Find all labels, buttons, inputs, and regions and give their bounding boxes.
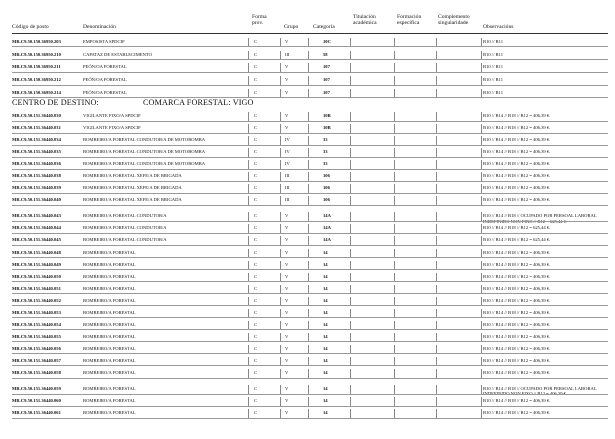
cell-grupo: V	[285, 285, 289, 291]
cell-denominacion: PEÓN/OA FORESTAL	[83, 77, 127, 83]
table-row	[0, 34, 615, 47]
cell-observacions: B10 // B14 // B18 // B12 = 625,44 €.	[483, 225, 551, 231]
cell-code: MR.C9.50.150.36950.210	[12, 51, 61, 57]
cell-categoria: 107	[323, 77, 330, 83]
cell-denominacion: CAPATAZ DE ESTABLECIMENTO	[83, 51, 152, 57]
cell-code: MR.C9.50.151.36440.056	[12, 345, 61, 351]
cell-denominacion: PEÓN/OA FORESTAL	[83, 64, 127, 70]
cell-forma: C	[254, 370, 258, 376]
cell-grupo: IV	[285, 137, 290, 143]
cell-grupo: V	[285, 213, 289, 219]
cell-observacions: B10 // B14 // B18 // B12 = 406,39 €.	[483, 410, 551, 416]
cell-forma: C	[254, 64, 258, 70]
cell-grupo: V	[285, 321, 289, 327]
cell-code: MR.C9.50.151.36440.039	[12, 185, 61, 191]
cell-observacions: B10 // B14 // B18 // B12 = 406,39 €.	[483, 309, 551, 315]
cell-grupo: V	[285, 297, 289, 303]
cell-denominacion: BOMBEIRO/A FORESTAL	[83, 386, 136, 392]
cell-categoria: 14	[323, 297, 328, 303]
cell-code: MR.C9.50.151.36440.043	[12, 213, 61, 219]
cell-forma: C	[254, 357, 258, 363]
cell-code: MR.C9.50.151.36440.051	[12, 285, 61, 291]
table-row	[0, 145, 615, 157]
cell-observacions: B10 // B14 // B18 // B12 = 406,39 €.	[483, 185, 551, 191]
cell-grupo: V	[285, 345, 289, 351]
cell-forma: C	[254, 261, 258, 267]
cell-grupo: V	[285, 386, 289, 392]
cell-code: MR.C9.50.151.36440.060	[12, 398, 61, 404]
table-row	[0, 181, 615, 193]
cell-forma: C	[254, 137, 258, 143]
cell-grupo: V	[285, 64, 289, 70]
cell-observacions: B10 // B11	[483, 51, 503, 57]
table-row	[0, 72, 615, 85]
cell-forma: C	[254, 225, 258, 231]
cell-code: MR.C9.50.151.36440.044	[12, 225, 61, 231]
cell-forma: C	[254, 149, 258, 155]
header-categoria: Categoría	[313, 24, 335, 30]
cell-forma: C	[254, 113, 258, 119]
cell-observacions: B10 // B14 // B18 // B12 = 406,39 €.	[483, 197, 551, 203]
header-codigo: Código de posto	[12, 24, 49, 30]
cell-grupo: V	[285, 38, 289, 44]
cell-grupo: V	[285, 77, 289, 83]
table-row	[0, 282, 615, 294]
cell-categoria: 14	[323, 386, 328, 392]
cell-observacions: B10 // B14 // B18 // B12 = 406,39 €.	[483, 370, 551, 376]
cell-grupo: V	[285, 309, 289, 315]
cell-grupo: V	[285, 273, 289, 279]
cell-categoria: 106	[323, 173, 330, 179]
cell-code: MR.C9.50.151.36440.058	[12, 370, 61, 376]
cell-denominacion: BOMBEIRO/A FORESTAL CONDUTOR/A DE MOTOBOMBA	[83, 137, 206, 143]
cell-observacions: B10 // B14 // B18 // B12 = 406,39 €.	[483, 357, 551, 363]
cell-forma: C	[254, 89, 258, 95]
cell-categoria: 33	[323, 161, 328, 167]
cell-denominacion: PEÓN/OA FORESTAL	[83, 89, 127, 95]
cell-forma: C	[254, 285, 258, 291]
cell-code: MR.C9.50.151.36440.052	[12, 297, 61, 303]
cell-code: MR.C9.50.151.36440.050	[12, 273, 61, 279]
header-titulacion: Titulación académica	[353, 14, 377, 26]
cell-observacions: B10 // B14 // B18 // B12 = 406,39 €.	[483, 149, 551, 155]
table-row	[0, 318, 615, 330]
cell-grupo: III	[285, 197, 290, 203]
table-row	[0, 133, 615, 145]
cell-observacions: B10 // B11	[483, 38, 503, 44]
cell-forma: C	[254, 345, 258, 351]
cell-code: MR.C9.50.151.36440.049	[12, 261, 61, 267]
table-row	[0, 330, 615, 342]
cell-denominacion: BOMBEIRO/A FORESTAL	[83, 398, 136, 404]
table-header	[0, 14, 615, 32]
cell-code: MR.C9.50.150.36950.203	[12, 38, 61, 44]
cell-code: MR.C9.50.150.36950.211	[12, 64, 61, 70]
cell-code: MR.C9.50.150.36950.214	[12, 89, 61, 95]
table-row	[0, 406, 615, 418]
cell-observacions: B10 // B14 // B18 // B12 = 406,39 €.	[483, 321, 551, 327]
table-row	[0, 85, 615, 98]
cell-observacions: B10 // B14 // B18 // B12 = 406,39 €.	[483, 161, 551, 167]
table-row	[0, 193, 615, 205]
cell-code: MR.C9.50.150.36950.212	[12, 77, 61, 83]
cell-code: MR.C9.50.151.36440.055	[12, 333, 61, 339]
cell-observacions: B10 // B14 // B18 // B12 = 406,39 €.	[483, 249, 551, 255]
cell-observacions: B10 // B14 // B18 // B12 = 406,39 €.	[483, 285, 551, 291]
cell-categoria: 14A	[323, 213, 331, 219]
cell-observacions: B10 // B14 // B18 // B12 = 406,39 €.	[483, 333, 551, 339]
cell-categoria: 14	[323, 410, 328, 416]
header-complemento: Complemento singularidade	[438, 14, 470, 26]
cell-categoria: 10B	[323, 113, 331, 119]
cell-forma: C	[254, 333, 258, 339]
section-title-left: CENTRO DE DESTINO:	[12, 98, 99, 107]
cell-denominacion: BOMBEIRO/A FORESTAL	[83, 273, 136, 279]
cell-forma: C	[254, 213, 258, 219]
cell-denominacion: BOMBEIRO/A FORESTAL	[83, 309, 136, 315]
table-row	[0, 233, 615, 245]
cell-grupo: V	[285, 357, 289, 363]
cell-grupo: III	[285, 51, 290, 57]
cell-categoria: 33	[323, 137, 328, 143]
cell-forma: C	[254, 38, 258, 44]
cell-denominacion: BOMBEIRO/A FORESTAL CONDUTOR/A	[83, 213, 167, 219]
table-row	[0, 246, 615, 258]
row-divider	[12, 97, 608, 98]
cell-code: MR.C9.50.151.36440.038	[12, 173, 61, 179]
cell-observacions: B10 // B14 // B18 // B12 = 406,39 €.	[483, 297, 551, 303]
header-denominacion: Denominación	[83, 24, 116, 30]
table-row	[0, 157, 615, 169]
table-row	[0, 205, 615, 224]
cell-grupo: V	[285, 89, 289, 95]
cell-categoria: 14	[323, 357, 328, 363]
cell-grupo: V	[285, 261, 289, 267]
cell-denominacion: BOMBEIRO/A FORESTAL XEFE/A DE BRIGADA	[83, 173, 182, 179]
cell-denominacion: BOMBEIRO/A FORESTAL CONDUTOR/A DE MOTOBOMBA	[83, 149, 206, 155]
cell-code: MR.C9.50.151.36440.030	[12, 113, 61, 119]
cell-observacions: B10 // B14 // B18 // B12 = 406,39 €.	[483, 273, 551, 279]
cell-code: MR.C9.50.151.36440.057	[12, 357, 61, 363]
cell-forma: C	[254, 273, 258, 279]
cell-observacions: B10 // B14 // B18 // B12 = 406,39 €.	[483, 113, 551, 119]
cell-grupo: IV	[285, 161, 290, 167]
cell-denominacion: BOMBEIRO/A FORESTAL	[83, 410, 136, 416]
cell-forma: C	[254, 386, 258, 392]
cell-grupo: III	[285, 173, 290, 179]
table-row	[0, 169, 615, 181]
cell-observacions: B10 // B14 // B18 // OCUPADO POR PERSOAL LABORAL INDEFINIDO NON FIXO // B12 = 625,44 €.	[483, 213, 597, 224]
cell-forma: C	[254, 237, 258, 243]
cell-denominacion: BOMBEIRO/A FORESTAL	[83, 345, 136, 351]
cell-observacions: B10 // B14 // B18 // B12 = 406,39 €.	[483, 261, 551, 267]
cell-grupo: IV	[285, 149, 290, 155]
cell-forma: C	[254, 185, 258, 191]
cell-grupo: V	[285, 237, 289, 243]
section-title-right: COMARCA FORESTAL: VIGO	[143, 98, 254, 107]
cell-categoria: 14	[323, 398, 328, 404]
section-title	[12, 98, 254, 107]
cell-observacions: B10 // B14 // B18 // B12 = 406,39 €.	[483, 345, 551, 351]
header-formacion: Formación específica	[397, 14, 422, 26]
cell-denominacion: BOMBEIRO/A FORESTAL	[83, 370, 136, 376]
cell-denominacion: BOMBEIRO/A FORESTAL	[83, 285, 136, 291]
cell-denominacion: EMPOSISTA SPDCIF	[83, 38, 125, 44]
cell-denominacion: VIGILANTE FIXO/A SPDCIF	[83, 113, 141, 119]
cell-denominacion: VIGILANTE FIXO/A SPDCIF	[83, 125, 141, 131]
cell-denominacion: BOMBEIRO/A FORESTAL	[83, 321, 136, 327]
table-row	[0, 354, 615, 366]
cell-grupo: V	[285, 249, 289, 255]
cell-categoria: 14	[323, 321, 328, 327]
cell-forma: C	[254, 161, 258, 167]
cell-observacions: B10 // B14 // B18 // B12 = 406,39 €.	[483, 398, 551, 404]
cell-code: MR.C9.50.151.36440.048	[12, 249, 61, 255]
cell-forma: C	[254, 309, 258, 315]
cell-categoria: 14	[323, 261, 328, 267]
cell-code: MR.C9.50.151.36440.053	[12, 309, 61, 315]
table-row	[0, 342, 615, 354]
cell-categoria: 14	[323, 370, 328, 376]
cell-code: MR.C9.50.151.36440.054	[12, 321, 61, 327]
cell-grupo: V	[285, 410, 289, 416]
cell-denominacion: BOMBEIRO/A FORESTAL XEFE/A DE BRIGADA	[83, 197, 182, 203]
cell-categoria: 107	[323, 64, 330, 70]
cell-forma: C	[254, 321, 258, 327]
table-row	[0, 109, 615, 121]
cell-code: MR.C9.50.151.36440.059	[12, 386, 61, 392]
cell-code: MR.C9.50.151.36440.061	[12, 410, 61, 416]
table-row	[0, 60, 615, 73]
cell-forma: C	[254, 77, 258, 83]
cell-code: MR.C9.50.151.36440.036	[12, 161, 61, 167]
cell-grupo: V	[285, 113, 289, 119]
table-row	[0, 47, 615, 60]
cell-observacions: B10 // B11	[483, 64, 503, 70]
cell-denominacion: BOMBEIRO/A FORESTAL CONDUTOR/A	[83, 225, 167, 231]
cell-denominacion: BOMBEIRO/A FORESTAL XEFE/A DE BRIGADA	[83, 185, 182, 191]
cell-observacions: B10 // B14 // B18 // B12 = 406,39 €.	[483, 137, 551, 143]
cell-denominacion: BOMBEIRO/A FORESTAL	[83, 333, 136, 339]
cell-forma: C	[254, 249, 258, 255]
cell-observacions: B10 // B14 // B18 // B12 = 406,39 €.	[483, 125, 551, 131]
header-forma: Forma prov.	[252, 14, 267, 26]
header-observacions: Observacións	[483, 24, 514, 30]
cell-forma: C	[254, 398, 258, 404]
cell-categoria: 107	[323, 89, 330, 95]
cell-denominacion: BOMBEIRO/A FORESTAL CONDUTOR/A DE MOTOBOMBA	[83, 161, 206, 167]
cell-forma: C	[254, 173, 258, 179]
cell-categoria: 14	[323, 273, 328, 279]
cell-observacions: B10 // B14 // B18 // OCUPADO POR PERSOAL LABORAL INDEFINIDO NON FIXO // B12 = 406,39 €.	[483, 386, 597, 397]
cell-categoria: 14A	[323, 237, 331, 243]
cell-observacions: B10 // B14 // B18 // B12 = 406,39 €.	[483, 173, 551, 179]
cell-categoria: 14	[323, 345, 328, 351]
cell-denominacion: BOMBEIRO/A FORESTAL	[83, 357, 136, 363]
cell-categoria: 58	[323, 51, 328, 57]
cell-forma: C	[254, 51, 258, 57]
cell-code: MR.C9.50.151.36440.035	[12, 149, 61, 155]
cell-grupo: III	[285, 185, 290, 191]
cell-code: MR.C9.50.151.36440.031	[12, 125, 61, 131]
table-row	[0, 394, 615, 406]
cell-categoria: 14	[323, 285, 328, 291]
cell-denominacion: BOMBEIRO/A FORESTAL	[83, 297, 136, 303]
cell-observacions: B10 // B14 // B18 // B12 = 625,44 €.	[483, 237, 551, 243]
cell-grupo: V	[285, 370, 289, 376]
cell-forma: C	[254, 125, 258, 131]
cell-categoria: 10B	[323, 125, 331, 131]
cell-observacions: B10 // B11	[483, 77, 503, 83]
table-row	[0, 366, 615, 378]
cell-categoria: 14A	[323, 225, 331, 231]
cell-categoria: 106	[323, 185, 330, 191]
row-divider	[12, 418, 608, 419]
cell-grupo: V	[285, 398, 289, 404]
cell-categoria: 14	[323, 309, 328, 315]
cell-categoria: 14	[323, 333, 328, 339]
table-row	[0, 270, 615, 282]
cell-forma: C	[254, 297, 258, 303]
cell-forma: C	[254, 410, 258, 416]
table-row	[0, 121, 615, 133]
header-grupo: Grupo	[284, 24, 299, 30]
cell-grupo: V	[285, 333, 289, 339]
cell-code: MR.C9.50.151.36440.045	[12, 237, 61, 243]
table-row	[0, 306, 615, 318]
table-row	[0, 221, 615, 233]
cell-categoria: 14	[323, 249, 328, 255]
cell-denominacion: BOMBEIRO/A FORESTAL CONDUTOR/A	[83, 237, 167, 243]
cell-denominacion: BOMBEIRO/A FORESTAL	[83, 249, 136, 255]
cell-observacions: B10 // B11	[483, 89, 503, 95]
cell-forma: C	[254, 197, 258, 203]
table-row	[0, 258, 615, 270]
table-row	[0, 294, 615, 306]
cell-categoria: 10C	[323, 38, 331, 44]
table-row	[0, 378, 615, 397]
cell-code: MR.C9.50.151.36440.040	[12, 197, 61, 203]
cell-categoria: 106	[323, 197, 330, 203]
cell-denominacion: BOMBEIRO/A FORESTAL	[83, 261, 136, 267]
cell-grupo: V	[285, 225, 289, 231]
cell-grupo: V	[285, 125, 289, 131]
cell-categoria: 33	[323, 149, 328, 155]
cell-code: MR.C9.50.151.36440.034	[12, 137, 61, 143]
